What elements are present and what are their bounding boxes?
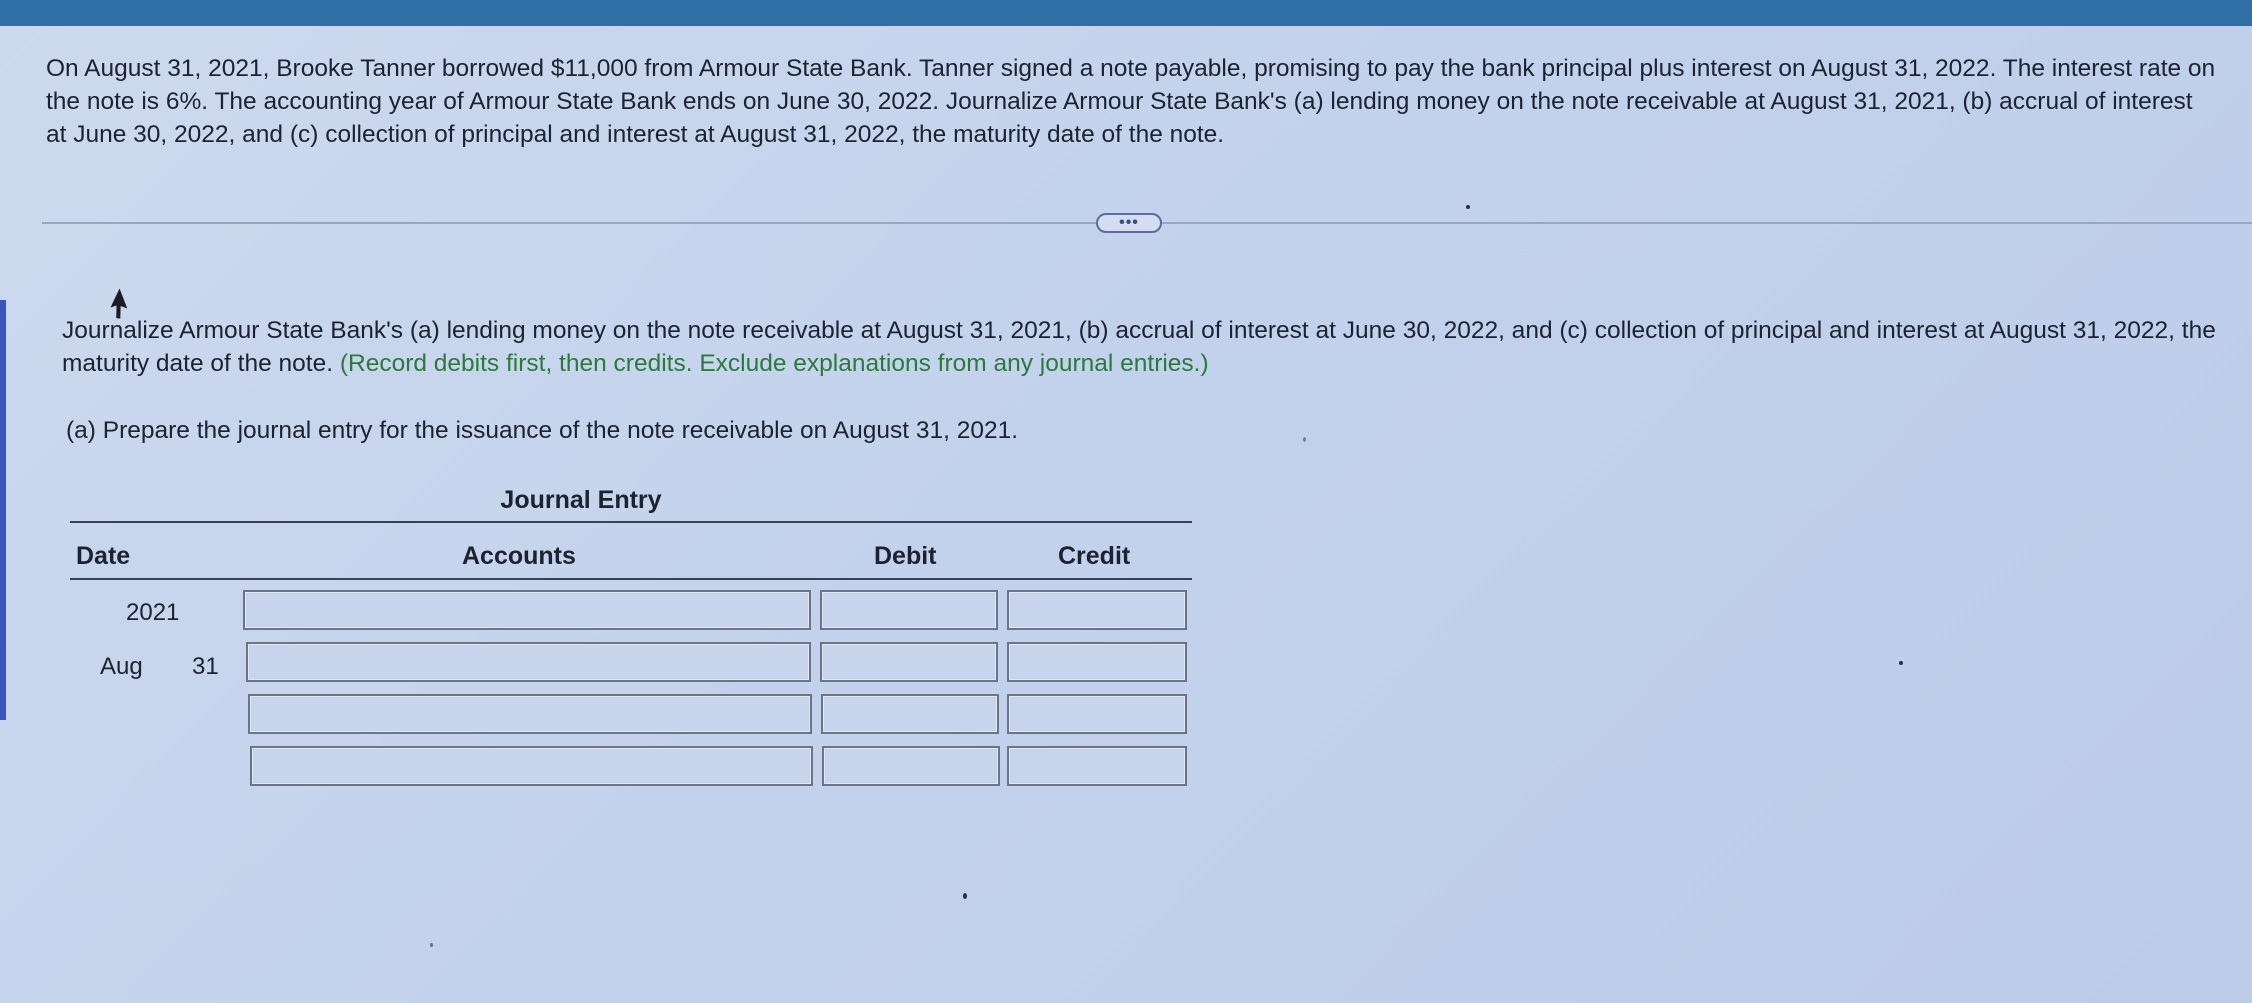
screen-speck: [963, 893, 967, 899]
part-a-prompt: (a) Prepare the journal entry for the issuance of the note receivable on August 31, 2021.: [66, 417, 1019, 444]
screen-speck: [1303, 437, 1306, 442]
problem-statement: On August 31, 2021, Brooke Tanner borrowed $11,000 from Armour State Bank. Tanner signed a note payable, promising to pay the bank principal plus interest on August 31, 2022. The interest rate on the note is 6%. The accounting year of Armour State Bank ends on June 30, 2022. Journalize Armour State Bank's (a) lending money on the note receivable at August 31, 2021, (b) accrual of interest at June 30, 2022, and (c) collection of principal and interest at August 31, 2022, the maturity date of the note.: [46, 55, 2216, 148]
debit-input-row-1[interactable]: [820, 590, 998, 630]
journal-header-rule: [70, 578, 1192, 580]
instruction-note: (Record debits first, then credits. Exclude explanations from any journal entries.): [339, 350, 1209, 377]
credit-column-header: Credit: [1058, 542, 1131, 570]
entry-day: 31: [192, 653, 219, 680]
date-column-header: Date: [76, 542, 131, 570]
account-input-row-4[interactable]: [250, 746, 813, 786]
screen-speck: [1466, 205, 1470, 209]
account-input-row-3[interactable]: [248, 694, 812, 734]
credit-input-row-2[interactable]: [1007, 642, 1187, 682]
debit-input-row-4[interactable]: [822, 746, 1000, 786]
screen-speck: [1899, 661, 1903, 665]
left-edge-accent: [0, 300, 6, 720]
entry-year: 2021: [126, 599, 180, 626]
debit-input-row-3[interactable]: [821, 694, 999, 734]
credit-input-row-4[interactable]: [1007, 746, 1187, 786]
journal-top-rule: [70, 521, 1192, 523]
entry-month: Aug: [100, 653, 143, 680]
debit-column-header: Debit: [874, 542, 937, 570]
accounts-column-header: Accounts: [462, 542, 576, 570]
browser-top-bar: [0, 0, 2252, 26]
expand-more-button[interactable]: •••: [1096, 213, 1162, 233]
instruction-text: [62, 314, 2232, 380]
debit-input-row-2[interactable]: [820, 642, 998, 682]
journal-entry-title: Journal Entry: [500, 486, 662, 514]
credit-input-row-3[interactable]: [1007, 694, 1187, 734]
instruction-main: Journalize Armour State Bank's (a) lending money on the note receivable at August 31, 2021, (b) accrual of interest at June 30, 2022, and (c) collection of principal and interest at August 31, 2022, the maturity date of the note.: [62, 317, 2216, 377]
account-input-row-1[interactable]: [243, 590, 811, 630]
credit-input-row-1[interactable]: [1007, 590, 1187, 630]
screen-speck: [430, 943, 433, 947]
account-input-row-2[interactable]: [246, 642, 811, 682]
